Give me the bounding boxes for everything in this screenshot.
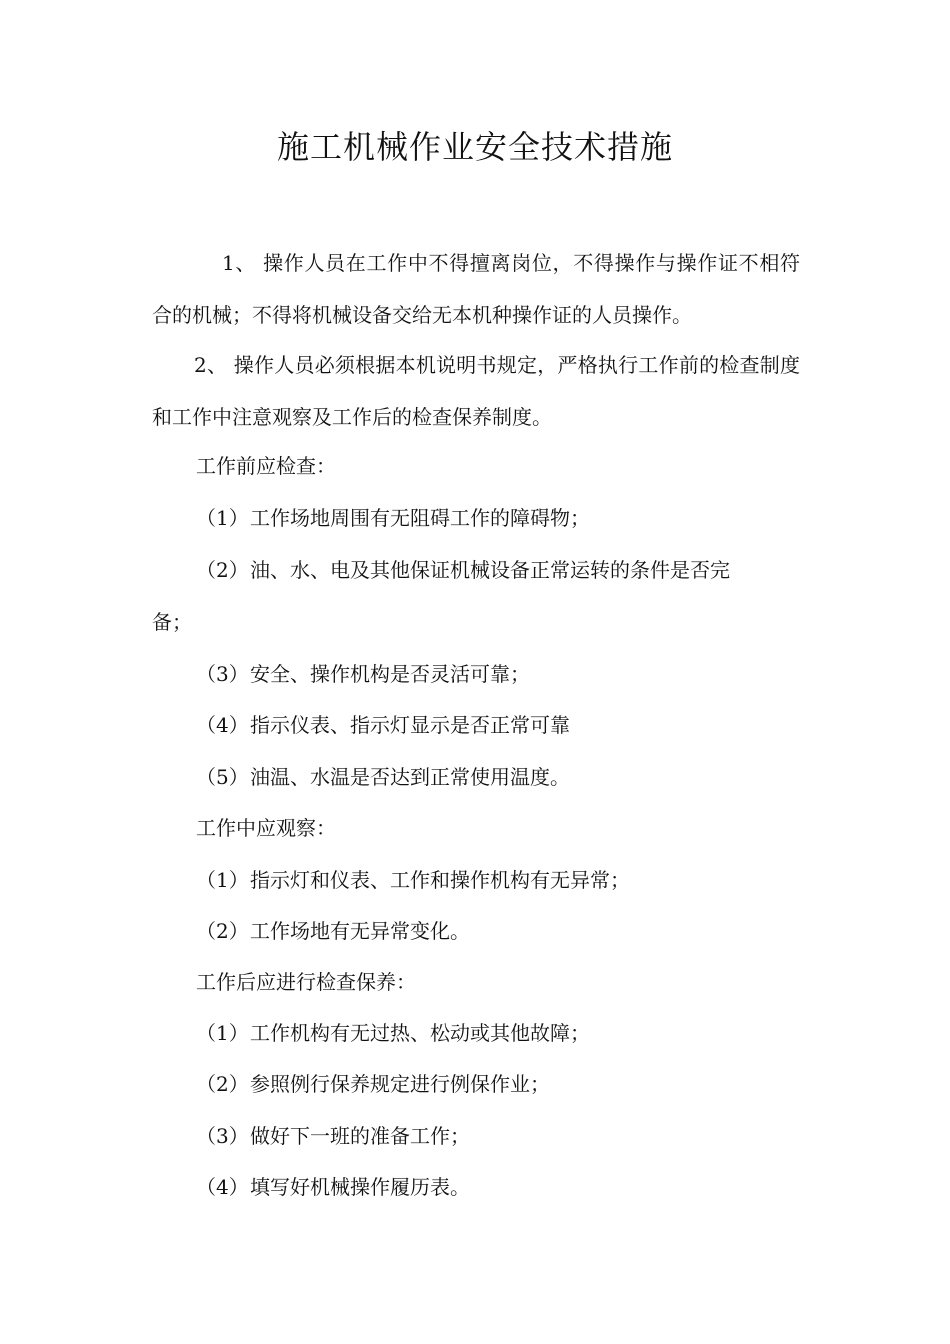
section-heading-before: 工作前应检查：	[196, 454, 336, 478]
list-item	[152, 905, 856, 957]
list-item	[152, 1007, 856, 1059]
document-title: 施工机械作业安全技术措施	[276, 128, 673, 166]
list-item-number: （1）	[196, 506, 249, 530]
list-item-number: （2）	[196, 558, 249, 582]
list-item-text: 做好下一班的准备工作；	[250, 1124, 470, 1148]
paragraph-1: 1、 操作人员在工作中不得擅离岗位，不得操作与操作证不相符合的机械；不得将机械设备交给无本机种操作证的人员操作。	[152, 251, 800, 327]
list-item-text: 填写好机械操作履历表。	[250, 1175, 470, 1199]
list-item-number: （2）	[196, 919, 249, 943]
list-item-text: 油温、水温是否达到正常使用温度。	[250, 765, 570, 789]
list-item-number: （3）	[196, 662, 249, 686]
list-item	[152, 1110, 856, 1162]
list-item-text: 工作机构有无过热、松动或其他故障；	[250, 1021, 590, 1045]
list-item-text: 工作场地有无异常变化。	[250, 919, 470, 943]
list-item	[152, 1161, 856, 1213]
section-heading-during: 工作中应观察：	[196, 816, 336, 840]
list-item-number: （4）	[196, 713, 249, 737]
list-item-number: （4）	[196, 1175, 249, 1199]
list-item	[152, 854, 856, 906]
list-item-text: 指示灯和仪表、工作和操作机构有无异常；	[250, 868, 630, 892]
paragraph-2: 2、 操作人员必须根据本机说明书规定，严格执行工作前的检查制度和工作中注意观察及工作后的检查保养制度。	[152, 353, 800, 429]
list-item-text: 油、水、电及其他保证机械设备正常运转的条件是否完	[250, 558, 730, 582]
list-item-number: （2）	[196, 1072, 249, 1096]
list-item-text: 备；	[152, 610, 192, 634]
list-item-text: 指示仪表、指示灯显示是否正常可靠	[250, 713, 570, 737]
list-item-number: （1）	[196, 868, 249, 892]
list-item	[152, 492, 856, 544]
list-item-continuation	[152, 596, 812, 648]
list-item-number: （5）	[196, 765, 249, 789]
list-item	[152, 544, 856, 596]
list-item-text: 安全、操作机构是否灵活可靠；	[250, 662, 530, 686]
list-item-text: 参照例行保养规定进行例保作业；	[250, 1072, 550, 1096]
list-item	[152, 751, 856, 803]
list-item	[152, 648, 856, 700]
section-heading-after: 工作后应进行检查保养：	[196, 970, 416, 994]
list-item-text: 工作场地周围有无阻碍工作的障碍物；	[250, 506, 590, 530]
list-item-number: （3）	[196, 1124, 249, 1148]
list-item	[152, 1058, 856, 1110]
list-item	[152, 699, 856, 751]
list-item-number: （1）	[196, 1021, 249, 1045]
